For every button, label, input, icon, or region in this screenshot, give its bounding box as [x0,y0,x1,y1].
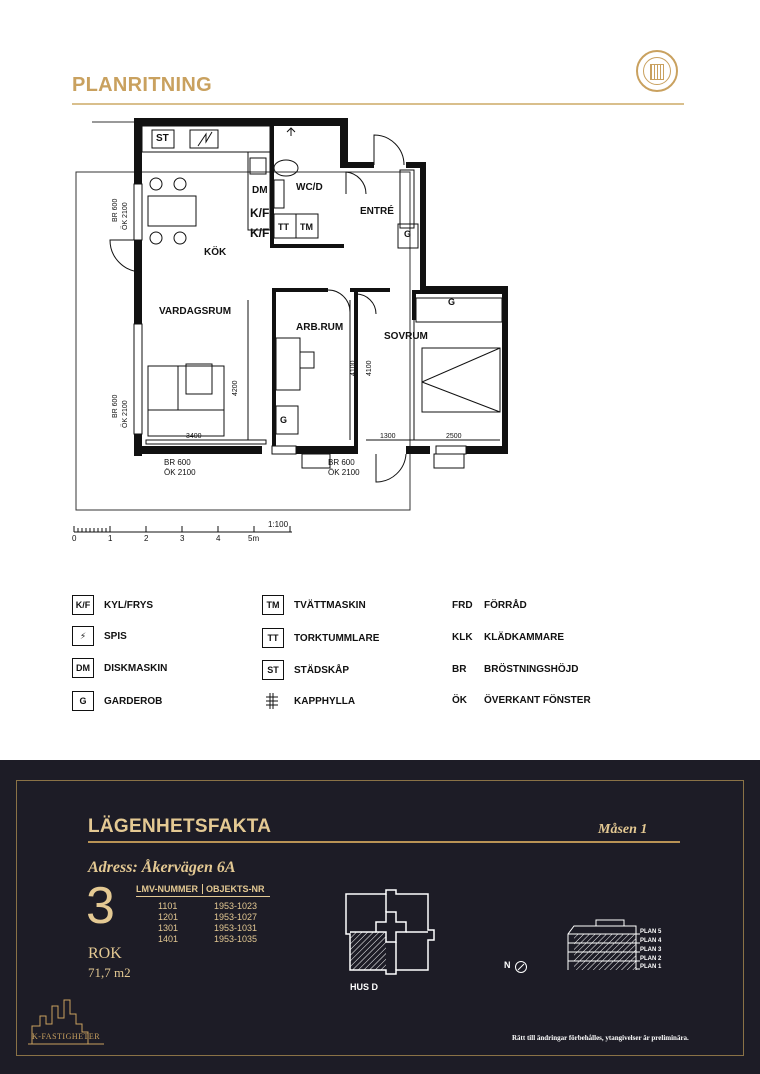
floor-plan [60,110,530,550]
brand-name: K-FASTIGHETER [32,1032,101,1041]
legend-code: TT [262,628,284,648]
room-label-vardagsrum: VARDAGSRUM [159,306,232,317]
room-label-entre: ENTRÉ [360,206,394,217]
scale-tick-1: 1 [108,534,113,543]
floor-label: PLAN 3 [640,947,662,953]
legend-item [262,627,379,649]
room-label-sovrum: SOVRUM [384,331,428,342]
legend-label: KLÄDKAMMARE [484,631,564,643]
legend-item [72,657,167,679]
apartment-facts-panel [0,760,760,1074]
legend-label: DISKMASKIN [104,662,168,674]
coat-rack-icon [262,691,284,711]
legend-item [452,658,578,680]
scale-tick-4: 4 [216,534,221,543]
room-label-kok: KÖK [204,247,227,258]
house-label: HUS D [350,982,379,992]
legend-label: TVÄTTMASKIN [294,599,366,611]
floor-label: PLAN 5 [640,929,662,935]
legend-label: SPIS [104,630,127,642]
legend-item [452,626,564,648]
scale-tick-3: 3 [180,534,185,543]
scale-tick-0: 0 [72,534,77,543]
scale-bar [70,520,300,550]
compass-icon [514,960,528,974]
dim-br-bottom-right-1: BR 600 [328,458,355,467]
symbol-tt: TT [278,222,289,232]
facts-title: LÄGENHETSFAKTA [88,816,272,837]
symbol-st: ST [156,133,169,144]
table-cell: 1953-1035 [214,934,258,944]
facts-address: Adress: Åkervägen 6A [88,859,236,876]
facts-area: 71,7 m2 [88,965,131,980]
floor-label: PLAN 2 [640,956,662,962]
table-cell: 1953-1027 [214,912,258,922]
legend-item [262,594,366,616]
legend-item [452,594,527,616]
scale-tick-2: 2 [144,534,149,543]
table-header-objekt: OBJEKTS-NR [206,884,265,894]
symbol-kf-1: K/F [250,206,270,220]
legend-item [72,594,153,616]
table-header-lmv: LMV-NUMMER [136,884,198,894]
legend-label: BRÖSTNINGSHÖJD [484,663,579,675]
table-cell: 1301 [158,923,179,933]
legend-label: FÖRRÅD [484,599,527,611]
scale-tick-5: 5m [248,534,260,543]
symbol-g-arb: G [280,415,288,425]
facts-rok: ROK [88,945,122,962]
table-cell: 1401 [158,934,179,944]
legend-abbr: BR [452,663,467,675]
legend-code: ST [262,660,284,680]
dim-4100b: 4100 [366,360,373,376]
dim-1300: 1300 [380,433,396,440]
scale-bar-drawing [70,520,300,536]
dim-br-bottom-left-1: BR 600 [164,458,191,467]
floor-label: PLAN 1 [640,964,662,970]
legend-abbr: FRD [452,599,473,611]
symbol-g-sovrum: G [448,297,456,307]
page-title: PLANRITNING [72,74,212,96]
table-cell: 1953-1031 [214,923,258,933]
north-label: N [504,960,511,970]
legend-abbr: KLK [452,631,473,643]
facts-divider [88,841,680,843]
stove-icon: ⚡ [72,626,94,646]
disclaimer: Rätt till ändringar förbehålles, ytangivelser är preliminära. [512,1034,689,1042]
facts-place: Måsen 1 [598,822,648,837]
dim-br-left-top-2: ÖK 2100 [122,202,129,230]
legend-label: GARDEROB [104,695,163,707]
house-key-plan [340,886,440,986]
dim-br-left-bottom-2: ÖK 2100 [122,400,129,428]
dim-br-bottom-right-2: ÖK 2100 [328,468,360,477]
legend-item [262,659,349,681]
legend-code: TM [262,595,284,615]
table-cell: 1201 [158,912,179,922]
building-section-drawing [562,916,682,976]
table-cell: 1101 [158,901,178,911]
room-label-arbrum: ARB.RUM [296,322,344,333]
legend-label: KAPPHYLLA [294,695,356,707]
table-cell: 1953-1023 [214,901,258,911]
symbol-tm: TM [300,222,313,232]
symbol-dm: DM [252,185,268,196]
header-divider [72,103,684,105]
dim-br-left-top-1: BR 600 [112,198,119,222]
legend-label: ÖVERKANT FÖNSTER [484,694,591,706]
legend-item [262,690,355,712]
dim-4200: 4200 [232,380,239,396]
legend-abbr: ÖK [452,694,467,706]
legend-label: TORKTUMMLARE [294,632,380,644]
dim-3400: 3400 [186,433,202,440]
legend-code: G [72,691,94,711]
dim-4100: 4100 [350,360,357,376]
legend-code: DM [72,658,94,678]
legend-item [452,689,591,711]
dim-2500: 2500 [446,433,462,440]
scale-ratio: 1:100 [268,520,289,529]
room-label-wcd: WC/D [296,182,323,193]
facts-room-count: 3 [86,877,115,935]
floor-plan-drawing [60,110,530,550]
legend [72,594,692,724]
symbol-g-entre: G [404,229,412,239]
dim-br-left-bottom-1: BR 600 [112,394,119,418]
legend-label: STÄDSKÅP [294,664,350,676]
coat-rack-drawing [264,691,282,711]
legend-code: K/F [72,595,94,615]
legend-label: KYL/FRYS [104,599,154,611]
symbol-kf-2: K/F [250,226,270,240]
legend-item [72,625,127,647]
floor-label: PLAN 4 [640,938,662,944]
legend-item [72,690,162,712]
dim-br-bottom-left-2: ÖK 2100 [164,468,196,477]
logo-badge-icon [636,50,678,92]
